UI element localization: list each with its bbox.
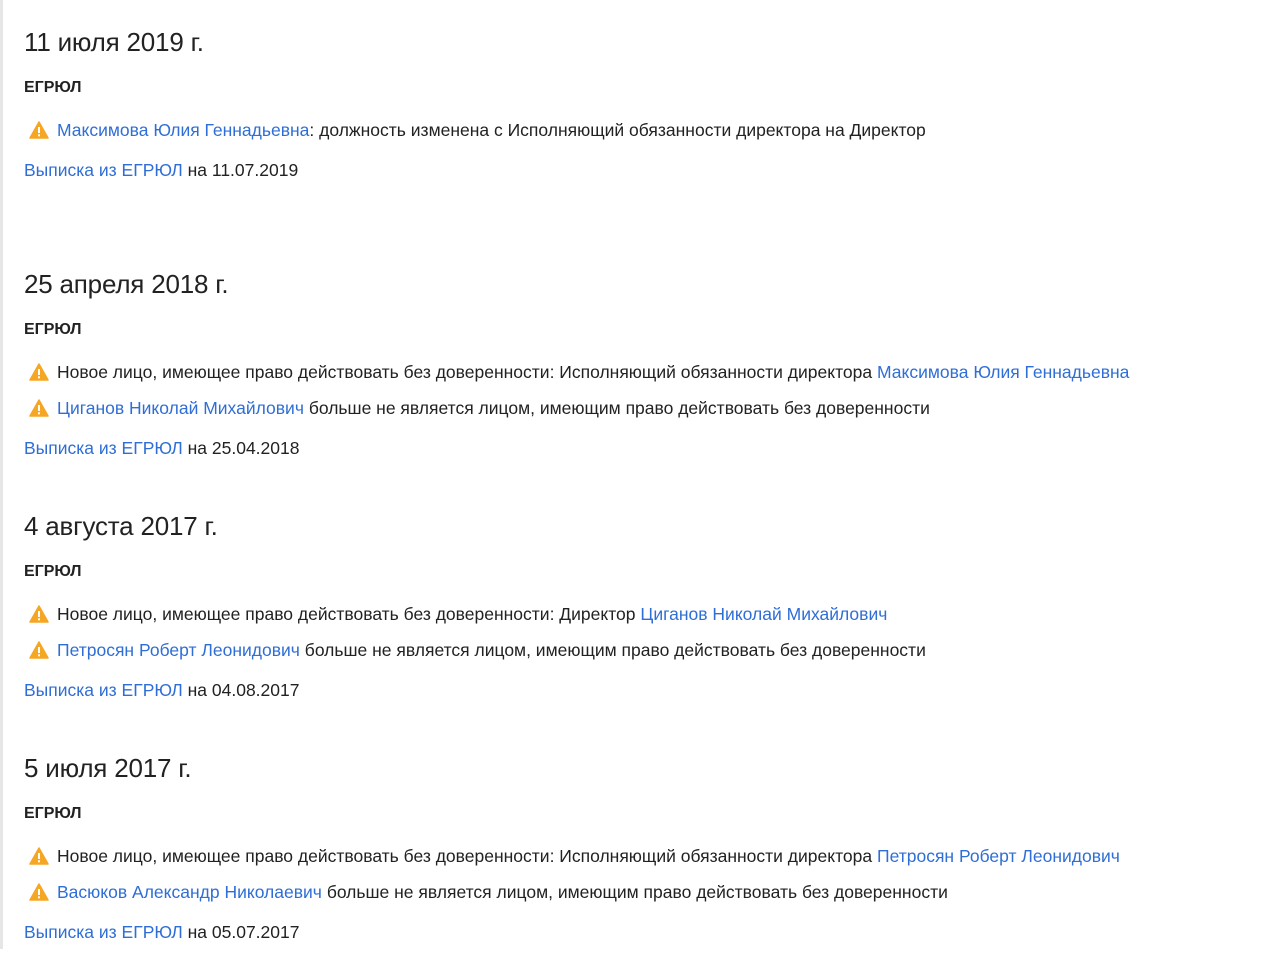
event-source: ЕГРЮЛ: [24, 79, 82, 96]
change-text: [57, 846, 1120, 866]
change-after: : должность изменена с Исполняющий обязанности директора на Директор: [309, 120, 926, 140]
change-item: [24, 362, 1280, 398]
warning-triangle-icon: [29, 604, 49, 624]
change-item: [24, 846, 1280, 882]
extract-link[interactable]: Выписка из ЕГРЮЛ: [24, 922, 183, 942]
change-text: [57, 362, 1129, 382]
event-date: 4 августа 2017 г.: [24, 511, 218, 541]
person-link[interactable]: Максимова Юлия Геннадьевна: [57, 120, 310, 140]
event-date: 5 июля 2017 г.: [24, 753, 192, 783]
warning-triangle-icon: [29, 846, 49, 866]
extract-line: [24, 922, 1280, 942]
change-after: больше не является лицом, имеющим право действовать без доверенности: [304, 640, 926, 660]
change-text: [57, 882, 948, 902]
change-after: больше не является лицом, имеющим право действовать без доверенности: [308, 398, 930, 418]
changes-list: [24, 120, 1280, 156]
extract-date: на 11.07.2019: [187, 160, 299, 180]
change-text: [57, 398, 930, 418]
change-item: [24, 882, 1280, 918]
changes-list: [24, 604, 1280, 676]
change-before: Новое лицо, имеющее право действовать без доверенности: Исполняющий обязанности директора: [57, 362, 873, 382]
change-item: [24, 398, 1280, 434]
change-item: [24, 604, 1280, 640]
person-link[interactable]: Циганов Николай Михайлович: [640, 604, 888, 624]
change-item: [24, 120, 1280, 156]
person-link[interactable]: Васюков Александр Николаевич: [57, 882, 322, 902]
changes-list: [24, 362, 1280, 434]
extract-line: [24, 680, 1280, 700]
event-source: ЕГРЮЛ: [24, 805, 82, 822]
extract-date: на 04.08.2017: [187, 680, 300, 700]
changes-list: [24, 846, 1280, 918]
extract-date: на 25.04.2018: [187, 438, 300, 458]
person-link[interactable]: Максимова Юлия Геннадьевна: [877, 362, 1130, 382]
person-link[interactable]: Циганов Николай Михайлович: [57, 398, 304, 418]
event-entry: [24, 484, 1280, 726]
event-source: ЕГРЮЛ: [24, 321, 82, 338]
warning-triangle-icon: [29, 398, 49, 418]
extract-date: на 05.07.2017: [187, 922, 300, 942]
event-entry: [24, 242, 1280, 484]
change-before: Новое лицо, имеющее право действовать без доверенности: Исполняющий обязанности директора: [57, 846, 873, 866]
person-link[interactable]: Петросян Роберт Леонидович: [57, 640, 300, 660]
change-before: Новое лицо, имеющее право действовать без доверенности: Директор: [57, 604, 636, 624]
event-entry: [24, 0, 1280, 242]
warning-triangle-icon: [29, 362, 49, 382]
event-date: 11 июля 2019 г.: [24, 27, 204, 57]
event-entry: [24, 726, 1280, 968]
event-source: ЕГРЮЛ: [24, 563, 82, 580]
extract-line: [24, 438, 1280, 458]
event-date: 25 апреля 2018 г.: [24, 269, 229, 299]
events-feed: [3, 0, 1280, 968]
extract-link[interactable]: Выписка из ЕГРЮЛ: [24, 438, 183, 458]
person-link[interactable]: Петросян Роберт Леонидович: [877, 846, 1120, 866]
change-text: [57, 640, 926, 660]
change-item: [24, 640, 1280, 676]
warning-triangle-icon: [29, 120, 49, 140]
warning-triangle-icon: [29, 882, 49, 902]
change-text: [57, 604, 887, 624]
warning-triangle-icon: [29, 640, 49, 660]
extract-link[interactable]: Выписка из ЕГРЮЛ: [24, 680, 183, 700]
change-after: больше не является лицом, имеющим право действовать без доверенности: [326, 882, 948, 902]
change-text: [57, 120, 926, 140]
extract-link[interactable]: Выписка из ЕГРЮЛ: [24, 160, 183, 180]
extract-line: [24, 160, 1280, 180]
